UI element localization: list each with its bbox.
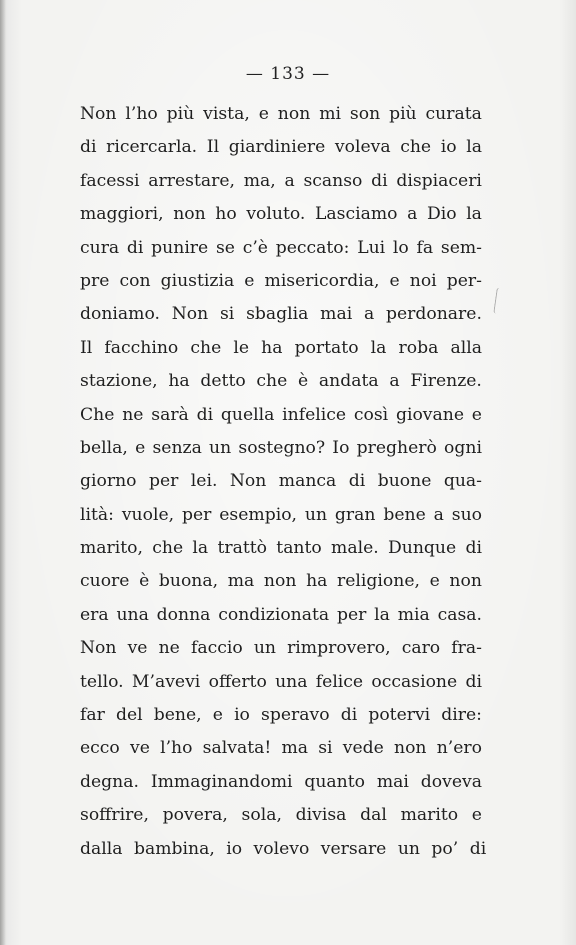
text-line: tello. M’avevi offerto una felice occasione di <box>80 671 482 692</box>
text-line: stazione, ha detto che è andata a Firenze. <box>80 371 482 392</box>
text-line: Non ve ne faccio un rimprovero, caro fra- <box>80 638 482 659</box>
text-line: lità: vuole, per esempio, un gran bene a suo <box>80 504 482 525</box>
text-line: facessi arrestare, ma, a scanso di dispiaceri <box>80 170 482 191</box>
text-line: Il facchino che le ha portato la roba alla <box>80 337 482 358</box>
text-line: marito, che la trattò tanto male. Dunque di <box>80 538 482 559</box>
pencil-mark <box>493 288 506 315</box>
text-line: dalla bambina, io volevo versare un po’ di <box>80 838 487 859</box>
text-line: degna. Immaginandomi quanto mai doveva <box>80 771 482 792</box>
text-line: maggiori, non ho voluto. Lasciamo a Dio la <box>80 204 482 225</box>
text-line: di ricercarla. Il giardiniere voleva che io la <box>80 137 482 158</box>
text-line: era una donna condizionata per la mia casa. <box>80 604 482 625</box>
text-line: far del bene, e io speravo di potervi dire: <box>80 705 482 726</box>
spine-shadow <box>0 0 6 945</box>
text-line: giorno per lei. Non manca di buone qua- <box>80 471 482 492</box>
text-line: pre con giustizia e misericordia, e noi per- <box>80 270 482 291</box>
text-line: Non l’ho più vista, e non mi son più curata <box>80 104 482 124</box>
text-line: cuore è buona, ma non ha religione, e non <box>80 571 482 592</box>
page-number: — 133 — <box>245 64 331 84</box>
text-line: Che ne sarà di quella infelice così giovane e <box>80 404 482 425</box>
text-line: bella, e senza un sostegno? Io pregherò ogni <box>80 437 482 458</box>
body-text <box>80 98 487 866</box>
text-line: cura di punire se c’è peccato: Lui lo fa sem- <box>80 237 482 258</box>
text-line: doniamo. Non si sbaglia mai a perdonare. <box>80 304 482 325</box>
text-line: soffrire, povera, sola, divisa dal marito e <box>80 805 482 826</box>
text-line: ecco ve l’ho salvata! ma si vede non n’ero <box>80 738 482 759</box>
